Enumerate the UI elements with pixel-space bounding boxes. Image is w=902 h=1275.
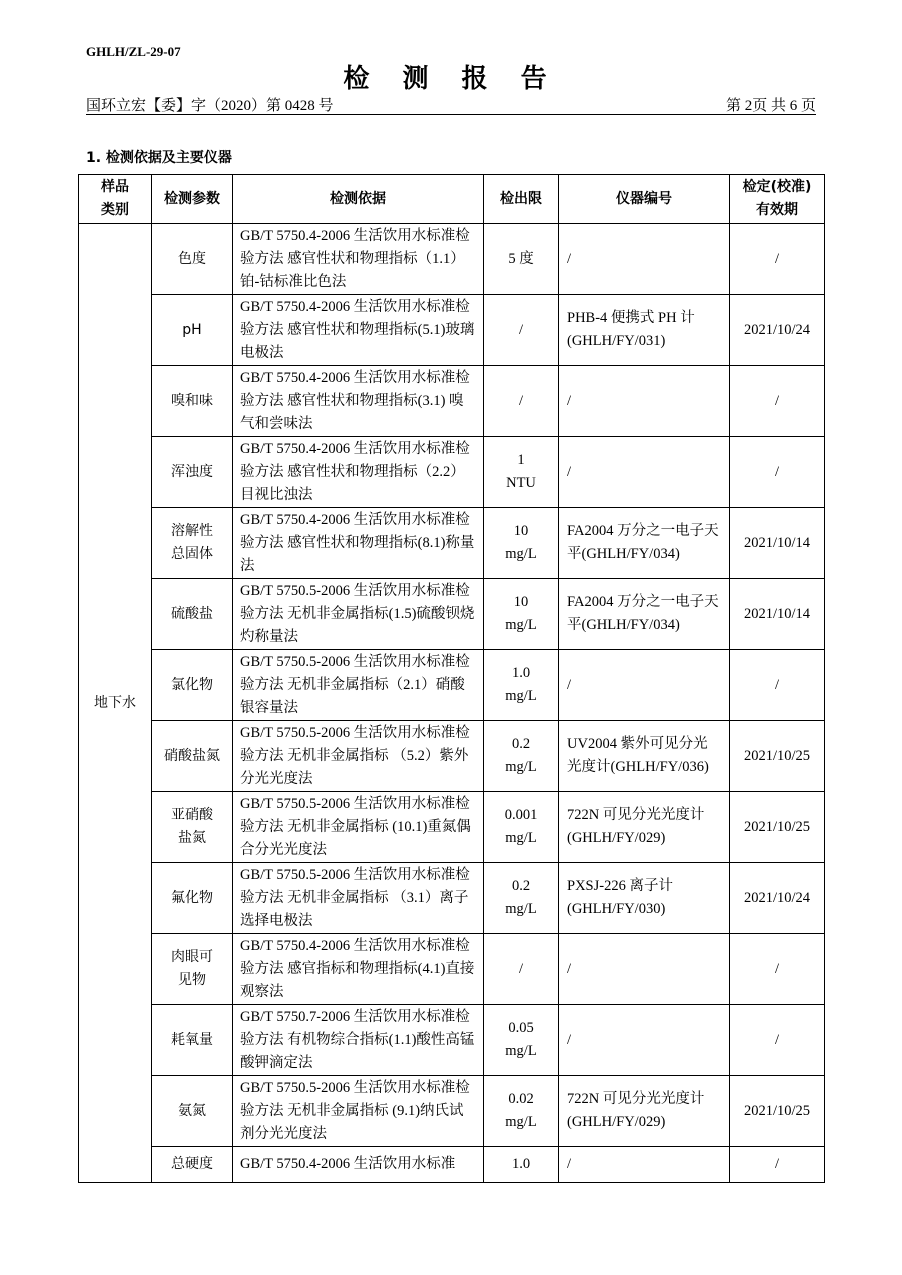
- instrument-cell: /: [559, 650, 730, 721]
- table-header-row: [79, 175, 825, 224]
- basis-instrument-table: [78, 174, 825, 1183]
- basis-cell: GB/T 5750.5-2006 生活饮用水标准检验方法 无机非金属指标 （3.1）离子选择电极法: [233, 863, 484, 934]
- instrument-cell: FA2004 万分之一电子天平(GHLH/FY/034): [559, 508, 730, 579]
- table-row: [79, 1147, 825, 1183]
- limit-cell: 0.02 mg/L: [484, 1076, 559, 1147]
- limit-cell: 0.2 mg/L: [484, 863, 559, 934]
- limit-cell: /: [484, 934, 559, 1005]
- instrument-cell: 722N 可见分光光度计(GHLH/FY/029): [559, 792, 730, 863]
- param-cell: 色度: [152, 224, 233, 295]
- param-cell: 氯化物: [152, 650, 233, 721]
- param-cell: 肉眼可 见物: [152, 934, 233, 1005]
- ref-number: 国环立宏【委】字（2020）第 0428 号: [86, 98, 334, 114]
- basis-cell: GB/T 5750.4-2006 生活饮用水标准: [233, 1147, 484, 1183]
- page-info: 第 2页 共 6 页: [725, 98, 816, 114]
- param-cell: 硫酸盐: [152, 579, 233, 650]
- param-cell: 硝酸盐氮: [152, 721, 233, 792]
- basis-cell: GB/T 5750.4-2006 生活饮用水标准检验方法 感官性状和物理指标（1.1）铂-钴标准比色法: [233, 224, 484, 295]
- instrument-cell: FA2004 万分之一电子天平(GHLH/FY/034): [559, 579, 730, 650]
- basis-cell: GB/T 5750.5-2006 生活饮用水标准检验方法 无机非金属指标 (9.1)纳氏试剂分光光度法: [233, 1076, 484, 1147]
- header-validity: 检定(校准) 有效期: [730, 175, 825, 224]
- validity-cell: /: [730, 1147, 825, 1183]
- validity-cell: /: [730, 934, 825, 1005]
- instrument-cell: /: [559, 1005, 730, 1076]
- instrument-cell: 722N 可见分光光度计(GHLH/FY/029): [559, 1076, 730, 1147]
- basis-cell: GB/T 5750.4-2006 生活饮用水标准检验方法 感官性状和物理指标(3.1) 嗅气和尝味法: [233, 366, 484, 437]
- basis-cell: GB/T 5750.5-2006 生活饮用水标准检验方法 无机非金属指标(1.5)硫酸钡烧灼称量法: [233, 579, 484, 650]
- table-row: [79, 508, 825, 579]
- table-row: [79, 366, 825, 437]
- table-row: [79, 934, 825, 1005]
- limit-cell: 10 mg/L: [484, 579, 559, 650]
- validity-cell: /: [730, 650, 825, 721]
- sample-category: 地下水: [79, 224, 152, 1183]
- limit-cell: 10 mg/L: [484, 508, 559, 579]
- validity-cell: 2021/10/14: [730, 508, 825, 579]
- table-row: [79, 437, 825, 508]
- validity-cell: 2021/10/25: [730, 721, 825, 792]
- instrument-cell: /: [559, 366, 730, 437]
- validity-cell: /: [730, 224, 825, 295]
- validity-cell: 2021/10/24: [730, 863, 825, 934]
- instrument-cell: /: [559, 934, 730, 1005]
- param-cell: 氨氮: [152, 1076, 233, 1147]
- header-instrument: 仪器编号: [559, 175, 730, 224]
- table-row: [79, 792, 825, 863]
- limit-cell: 1.0 mg/L: [484, 650, 559, 721]
- instrument-cell: /: [559, 1147, 730, 1183]
- limit-cell: 1 NTU: [484, 437, 559, 508]
- instrument-cell: UV2004 紫外可见分光光度计(GHLH/FY/036): [559, 721, 730, 792]
- param-cell: 溶解性 总固体: [152, 508, 233, 579]
- table-row: [79, 295, 825, 366]
- validity-cell: /: [730, 1005, 825, 1076]
- table-row: [79, 579, 825, 650]
- validity-cell: 2021/10/24: [730, 295, 825, 366]
- validity-cell: 2021/10/25: [730, 792, 825, 863]
- header-limit: 检出限: [484, 175, 559, 224]
- limit-cell: 0.001 mg/L: [484, 792, 559, 863]
- table-row: [79, 650, 825, 721]
- table-row: [79, 224, 825, 295]
- instrument-cell: /: [559, 224, 730, 295]
- param-cell: 总硬度: [152, 1147, 233, 1183]
- limit-cell: /: [484, 366, 559, 437]
- validity-cell: /: [730, 366, 825, 437]
- report-title: 检 测 报 告: [343, 64, 559, 94]
- basis-cell: GB/T 5750.5-2006 生活饮用水标准检验方法 无机非金属指标 (10.1)重氮偶合分光光度法: [233, 792, 484, 863]
- limit-cell: 1.0: [484, 1147, 559, 1183]
- table-row: [79, 1076, 825, 1147]
- param-cell: 氟化物: [152, 863, 233, 934]
- limit-cell: /: [484, 295, 559, 366]
- basis-cell: GB/T 5750.5-2006 生活饮用水标准检验方法 无机非金属指标（2.1）硝酸银容量法: [233, 650, 484, 721]
- validity-cell: 2021/10/25: [730, 1076, 825, 1147]
- instrument-cell: /: [559, 437, 730, 508]
- param-cell: 耗氧量: [152, 1005, 233, 1076]
- validity-cell: /: [730, 437, 825, 508]
- basis-cell: GB/T 5750.5-2006 生活饮用水标准检验方法 无机非金属指标 （5.2）紫外分光光度法: [233, 721, 484, 792]
- limit-cell: 0.05 mg/L: [484, 1005, 559, 1076]
- param-cell: pH: [152, 295, 233, 366]
- validity-cell: 2021/10/14: [730, 579, 825, 650]
- header-param: 检测参数: [152, 175, 233, 224]
- doc-code: GHLH/ZL-29-07: [86, 44, 181, 59]
- table-row: [79, 863, 825, 934]
- param-cell: 嗅和味: [152, 366, 233, 437]
- param-cell: 亚硝酸 盐氮: [152, 792, 233, 863]
- instrument-cell: PXSJ-226 离子计(GHLH/FY/030): [559, 863, 730, 934]
- basis-cell: GB/T 5750.7-2006 生活饮用水标准检验方法 有机物综合指标(1.1)酸性高锰酸钾滴定法: [233, 1005, 484, 1076]
- table-row: [79, 721, 825, 792]
- param-cell: 浑浊度: [152, 437, 233, 508]
- instrument-cell: PHB-4 便携式 PH 计(GHLH/FY/031): [559, 295, 730, 366]
- basis-cell: GB/T 5750.4-2006 生活饮用水标准检验方法 感官指标和物理指标(4.1)直接观察法: [233, 934, 484, 1005]
- limit-cell: 0.2 mg/L: [484, 721, 559, 792]
- header-category: 样品 类别: [79, 175, 152, 224]
- basis-cell: GB/T 5750.4-2006 生活饮用水标准检验方法 感官性状和物理指标（2.2）目视比浊法: [233, 437, 484, 508]
- table-row: [79, 1005, 825, 1076]
- reference-line: [86, 94, 816, 115]
- section-title: 1. 检测依据及主要仪器: [86, 150, 232, 166]
- header-basis: 检测依据: [233, 175, 484, 224]
- limit-cell: 5 度: [484, 224, 559, 295]
- basis-cell: GB/T 5750.4-2006 生活饮用水标准检验方法 感官性状和物理指标(8.1)称量法: [233, 508, 484, 579]
- basis-cell: GB/T 5750.4-2006 生活饮用水标准检验方法 感官性状和物理指标(5.1)玻璃电极法: [233, 295, 484, 366]
